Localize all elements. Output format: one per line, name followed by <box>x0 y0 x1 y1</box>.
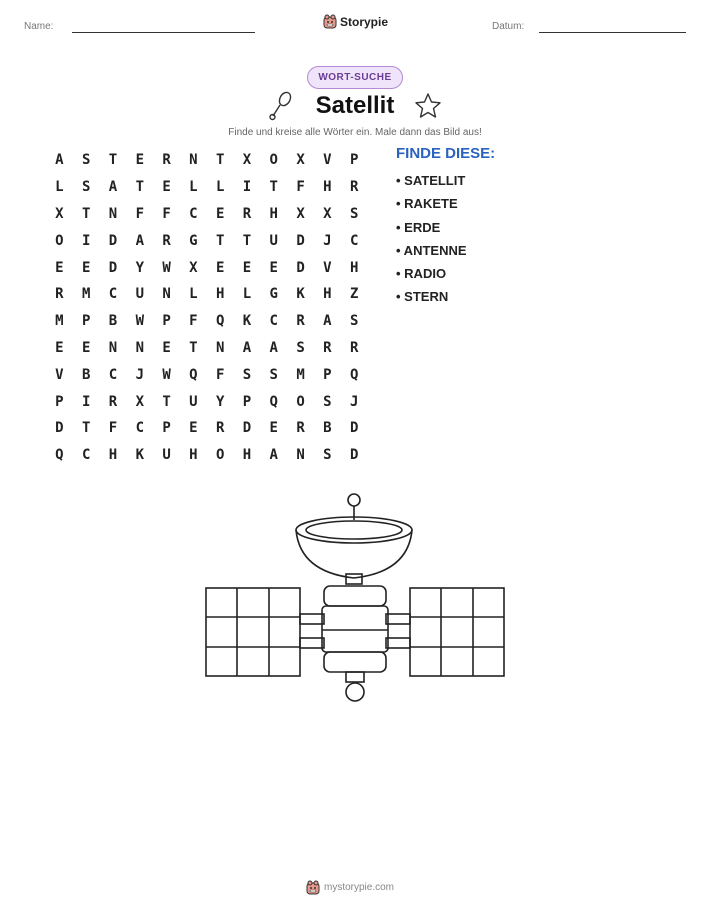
grid-cell: J <box>349 393 359 410</box>
grid-cell: A <box>323 313 332 330</box>
grid-cell: E <box>269 420 278 437</box>
grid-cell: S <box>349 205 359 222</box>
grid-cell: R <box>162 232 171 249</box>
grid-cell: D <box>55 420 64 437</box>
grid-cell: P <box>162 313 171 330</box>
grid-cell: T <box>189 339 198 356</box>
grid-cell: R <box>242 205 252 222</box>
grid-cell: E <box>215 205 225 222</box>
grid-cell: C <box>349 232 359 249</box>
grid-cell: S <box>323 393 332 410</box>
grid-cell: F <box>215 366 225 383</box>
grid-cell: L <box>242 286 252 303</box>
grid-cell: S <box>242 366 252 383</box>
word-search-badge: WORT-SUCHE <box>307 66 403 89</box>
grid-cell: S <box>296 339 305 356</box>
grid-cell: E <box>81 339 91 356</box>
grid-cell: P <box>349 152 359 169</box>
grid-cell: S <box>81 152 91 169</box>
grid-cell: D <box>108 259 118 276</box>
date-label: Datum: <box>492 21 525 32</box>
grid-cell: A <box>135 232 144 249</box>
grid-cell: Q <box>55 447 64 464</box>
grid-cell: N <box>215 339 225 356</box>
grid-cell: D <box>296 232 305 249</box>
footer <box>306 880 394 895</box>
grid-cell: R <box>349 179 359 196</box>
grid-cell: U <box>135 286 144 303</box>
grid-cell: H <box>349 259 359 276</box>
grid-cell: E <box>55 339 64 356</box>
grid-cell: I <box>81 232 91 249</box>
word-list-item: • STERN <box>396 289 449 305</box>
grid-cell: T <box>162 393 171 410</box>
grid-cell: R <box>296 420 305 437</box>
grid-cell: P <box>55 393 64 410</box>
grid-cell: W <box>135 313 144 330</box>
grid-cell: T <box>215 152 225 169</box>
grid-cell: X <box>189 259 198 276</box>
grid-cell: K <box>135 447 144 464</box>
grid-cell: Q <box>269 393 278 410</box>
grid-cell: B <box>81 366 91 383</box>
grid-cell: P <box>242 393 252 410</box>
storypie-logo-icon <box>306 880 320 895</box>
storypie-logo-icon <box>323 14 337 29</box>
grid-cell: O <box>296 393 305 410</box>
brand-logo <box>323 14 388 29</box>
grid-cell: C <box>108 286 118 303</box>
grid-cell: R <box>349 339 359 356</box>
grid-cell: H <box>215 286 225 303</box>
grid-cell: D <box>242 420 252 437</box>
grid-cell: D <box>296 259 305 276</box>
grid-cell: E <box>269 259 278 276</box>
grid-cell: E <box>55 259 64 276</box>
grid-cell: J <box>135 366 144 383</box>
grid-cell: H <box>108 447 118 464</box>
grid-cell: R <box>162 152 171 169</box>
date-line[interactable] <box>539 32 686 33</box>
grid-cell: Q <box>189 366 198 383</box>
grid-cell: P <box>81 313 91 330</box>
brand-name: Storypie <box>340 14 389 29</box>
grid-cell: M <box>296 366 305 383</box>
grid-cell: O <box>215 447 225 464</box>
grid-cell: K <box>296 286 305 303</box>
grid-cell: F <box>162 205 171 222</box>
grid-cell: N <box>108 205 118 222</box>
grid-cell: X <box>296 152 305 169</box>
grid-cell: S <box>269 366 278 383</box>
grid-cell: F <box>296 179 305 196</box>
word-list-item: • ERDE <box>396 219 441 235</box>
grid-cell: C <box>189 205 198 222</box>
grid-cell: Q <box>215 313 225 330</box>
grid-cell: N <box>135 339 144 356</box>
grid-cell: N <box>108 339 118 356</box>
grid-cell: Y <box>135 259 144 276</box>
grid-cell: Z <box>349 286 359 303</box>
grid-cell: X <box>135 393 144 410</box>
grid-cell: E <box>162 179 171 196</box>
grid-cell: N <box>189 152 198 169</box>
grid-cell: O <box>269 152 278 169</box>
grid-cell: M <box>81 286 91 303</box>
grid-cell: V <box>323 259 332 276</box>
grid-cell: A <box>55 152 64 169</box>
grid-cell: T <box>215 232 225 249</box>
word-list <box>396 172 467 312</box>
grid-cell: C <box>81 447 91 464</box>
grid-cell: X <box>296 205 305 222</box>
grid-cell: D <box>349 447 359 464</box>
grid-cell: T <box>81 420 91 437</box>
grid-cell: E <box>162 339 171 356</box>
star-icon <box>414 92 442 120</box>
grid-cell: B <box>108 313 118 330</box>
grid-cell: P <box>323 366 332 383</box>
grid-cell: L <box>189 179 198 196</box>
page-title: Satellit <box>315 92 395 119</box>
grid-cell: R <box>108 393 118 410</box>
grid-cell: N <box>162 286 171 303</box>
grid-cell: A <box>242 339 252 356</box>
grid-cell: E <box>189 420 198 437</box>
grid-cell: T <box>269 179 278 196</box>
grid-cell: R <box>55 286 64 303</box>
grid-cell: A <box>269 339 278 356</box>
name-line[interactable] <box>72 32 255 33</box>
grid-cell: Y <box>215 393 225 410</box>
grid-cell: R <box>215 420 225 437</box>
satellite-dish-icon <box>268 90 294 122</box>
letter-grid <box>46 147 368 469</box>
grid-cell: E <box>215 259 225 276</box>
grid-cell: T <box>81 205 91 222</box>
grid-cell: A <box>269 447 278 464</box>
grid-cell: P <box>162 420 171 437</box>
grid-cell: C <box>135 420 144 437</box>
word-list-title: FINDE DIESE: <box>396 145 496 162</box>
grid-cell: G <box>269 286 278 303</box>
grid-cell: U <box>162 447 171 464</box>
grid-cell: D <box>108 232 118 249</box>
grid-cell: Q <box>349 366 359 383</box>
grid-cell: H <box>269 205 278 222</box>
grid-cell: T <box>242 232 252 249</box>
footer-url: mystorypie.com <box>324 882 395 893</box>
grid-cell: V <box>55 366 64 383</box>
name-label: Name: <box>24 21 54 32</box>
grid-cell: V <box>323 152 332 169</box>
word-list-item: • RADIO <box>396 266 447 282</box>
grid-cell: H <box>323 179 332 196</box>
grid-cell: F <box>135 205 144 222</box>
grid-cell: W <box>162 259 171 276</box>
grid-cell: E <box>81 259 91 276</box>
grid-cell: L <box>215 179 225 196</box>
satellite-illustration <box>200 490 510 710</box>
grid-cell: K <box>242 313 252 330</box>
grid-cell: X <box>242 152 252 169</box>
grid-cell: U <box>189 393 198 410</box>
grid-cell: H <box>323 286 332 303</box>
grid-cell: H <box>189 447 198 464</box>
grid-cell: T <box>135 179 144 196</box>
grid-cell: U <box>269 232 278 249</box>
grid-cell: S <box>349 313 359 330</box>
grid-cell: S <box>81 179 91 196</box>
grid-cell: X <box>55 205 64 222</box>
grid-cell: J <box>323 232 332 249</box>
grid-cell: F <box>108 420 118 437</box>
grid-cell: M <box>55 313 64 330</box>
grid-cell: D <box>349 420 359 437</box>
grid-cell: A <box>108 179 118 196</box>
grid-cell: R <box>323 339 332 356</box>
grid-cell: F <box>189 313 198 330</box>
grid-cell: W <box>162 366 171 383</box>
grid-cell: R <box>296 313 305 330</box>
word-list-item: • SATELLIT <box>396 173 466 188</box>
grid-cell: C <box>269 313 278 330</box>
grid-cell: E <box>242 259 252 276</box>
grid-cell: L <box>189 286 198 303</box>
grid-cell: L <box>55 179 64 196</box>
instructions: Finde und kreise alle Wörter ein. Male dann das Bild aus! <box>228 127 482 138</box>
word-list-item: • ANTENNE <box>396 242 467 258</box>
grid-cell: I <box>242 179 252 196</box>
grid-cell: I <box>81 393 91 410</box>
grid-cell: S <box>323 447 332 464</box>
grid-cell: H <box>242 447 252 464</box>
grid-cell: E <box>135 152 144 169</box>
grid-cell: C <box>108 366 118 383</box>
grid-cell: O <box>55 232 64 249</box>
grid-cell: X <box>323 205 332 222</box>
grid-cell: T <box>108 152 118 169</box>
grid-cell: N <box>296 447 305 464</box>
word-list-item: • RAKETE <box>396 196 458 212</box>
grid-cell: G <box>189 232 198 249</box>
grid-cell: B <box>323 420 332 437</box>
